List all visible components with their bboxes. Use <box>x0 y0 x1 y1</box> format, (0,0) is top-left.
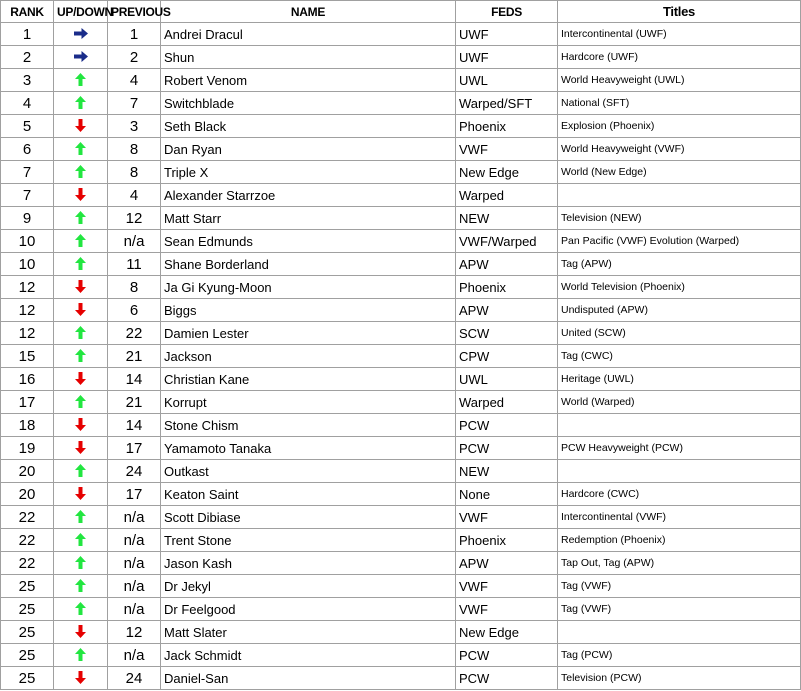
table-row <box>1 598 801 621</box>
feds-cell: None <box>456 483 558 506</box>
movement-cell <box>54 115 108 138</box>
name-cell: Shun <box>161 46 456 69</box>
feds-cell: UWF <box>456 46 558 69</box>
previous-cell: 21 <box>108 391 161 414</box>
titles-cell: Tag (VWF) <box>558 598 801 621</box>
movement-cell <box>54 621 108 644</box>
previous-cell: n/a <box>108 552 161 575</box>
titles-cell: World Television (Phoenix) <box>558 276 801 299</box>
titles-cell <box>558 460 801 483</box>
previous-cell: 7 <box>108 92 161 115</box>
rank-cell: 10 <box>1 230 54 253</box>
name-cell: Matt Slater <box>161 621 456 644</box>
previous-cell: 8 <box>108 276 161 299</box>
previous-cell: n/a <box>108 230 161 253</box>
table-row <box>1 69 801 92</box>
titles-cell: Hardcore (UWF) <box>558 46 801 69</box>
name-cell: Trent Stone <box>161 529 456 552</box>
table-row <box>1 368 801 391</box>
name-cell: Outkast <box>161 460 456 483</box>
titles-cell: Tag (APW) <box>558 253 801 276</box>
name-cell: Stone Chism <box>161 414 456 437</box>
movement-cell <box>54 483 108 506</box>
movement-cell <box>54 322 108 345</box>
feds-header: FEDS <box>456 1 558 23</box>
feds-cell: New Edge <box>456 161 558 184</box>
previous-cell: 4 <box>108 184 161 207</box>
movement-cell <box>54 46 108 69</box>
titles-cell: National (SFT) <box>558 92 801 115</box>
movement-cell <box>54 230 108 253</box>
movement-cell <box>54 414 108 437</box>
table-row <box>1 506 801 529</box>
table-row <box>1 644 801 667</box>
rank-cell: 22 <box>1 552 54 575</box>
movement-cell <box>54 437 108 460</box>
name-cell: Switchblade <box>161 92 456 115</box>
previous-cell: 4 <box>108 69 161 92</box>
arrow-up-icon <box>75 165 86 178</box>
table-row <box>1 391 801 414</box>
name-cell: Ja Gi Kyung-Moon <box>161 276 456 299</box>
previous-cell: 21 <box>108 345 161 368</box>
feds-cell: VWF <box>456 598 558 621</box>
titles-cell: Heritage (UWL) <box>558 368 801 391</box>
rank-cell: 20 <box>1 460 54 483</box>
name-cell: Alexander Starrzoe <box>161 184 456 207</box>
arrow-up-icon <box>75 464 86 477</box>
feds-cell: Phoenix <box>456 276 558 299</box>
table-row <box>1 207 801 230</box>
name-cell: Andrei Dracul <box>161 23 456 46</box>
table-row <box>1 437 801 460</box>
arrow-up-icon <box>75 257 86 270</box>
name-cell: Jack Schmidt <box>161 644 456 667</box>
movement-cell <box>54 667 108 690</box>
titles-cell: World Heavyweight (VWF) <box>558 138 801 161</box>
table-row <box>1 23 801 46</box>
rank-cell: 12 <box>1 276 54 299</box>
table-row <box>1 92 801 115</box>
rank-cell: 19 <box>1 437 54 460</box>
titles-cell: PCW Heavyweight (PCW) <box>558 437 801 460</box>
previous-cell: 11 <box>108 253 161 276</box>
rank-cell: 22 <box>1 506 54 529</box>
titles-cell: Hardcore (CWC) <box>558 483 801 506</box>
arrow-up-icon <box>75 533 86 546</box>
rank-cell: 25 <box>1 621 54 644</box>
table-row <box>1 46 801 69</box>
feds-cell: APW <box>456 552 558 575</box>
feds-cell: UWF <box>456 23 558 46</box>
feds-cell: Phoenix <box>456 115 558 138</box>
feds-cell: NEW <box>456 207 558 230</box>
previous-cell: n/a <box>108 598 161 621</box>
previous-cell: n/a <box>108 575 161 598</box>
arrow-up-icon <box>75 211 86 224</box>
rank-cell: 5 <box>1 115 54 138</box>
movement-cell <box>54 368 108 391</box>
name-cell: Triple X <box>161 161 456 184</box>
arrow-down-icon <box>75 280 86 293</box>
previous-cell: 2 <box>108 46 161 69</box>
arrow-up-icon <box>75 142 86 155</box>
arrow-up-icon <box>75 349 86 362</box>
arrow-up-icon <box>75 510 86 523</box>
feds-cell: Phoenix <box>456 529 558 552</box>
name-cell: Jason Kash <box>161 552 456 575</box>
previous-cell: 22 <box>108 322 161 345</box>
table-row <box>1 483 801 506</box>
rank-cell: 17 <box>1 391 54 414</box>
titles-cell: Tag (PCW) <box>558 644 801 667</box>
arrow-down-icon <box>75 188 86 201</box>
titles-cell: Pan Pacific (VWF) Evolution (Warped) <box>558 230 801 253</box>
previous-cell: 24 <box>108 667 161 690</box>
table-body <box>1 23 801 690</box>
movement-cell <box>54 391 108 414</box>
previous-cell: 8 <box>108 161 161 184</box>
rank-cell: 2 <box>1 46 54 69</box>
rank-cell: 12 <box>1 322 54 345</box>
table-row <box>1 621 801 644</box>
arrow-right-icon <box>74 51 88 62</box>
movement-cell <box>54 598 108 621</box>
previous-cell: 12 <box>108 621 161 644</box>
previous-cell: 17 <box>108 437 161 460</box>
feds-cell: CPW <box>456 345 558 368</box>
movement-cell <box>54 23 108 46</box>
previous-cell: 17 <box>108 483 161 506</box>
arrow-up-icon <box>75 556 86 569</box>
titles-cell: Redemption (Phoenix) <box>558 529 801 552</box>
titles-cell: Tag (CWC) <box>558 345 801 368</box>
feds-cell: New Edge <box>456 621 558 644</box>
name-cell: Christian Kane <box>161 368 456 391</box>
previous-cell: 3 <box>108 115 161 138</box>
movement-cell <box>54 276 108 299</box>
previous-cell: 6 <box>108 299 161 322</box>
feds-cell: PCW <box>456 414 558 437</box>
arrow-up-icon <box>75 579 86 592</box>
movement-cell <box>54 506 108 529</box>
previous-cell: n/a <box>108 529 161 552</box>
feds-cell: APW <box>456 299 558 322</box>
rank-cell: 25 <box>1 575 54 598</box>
updown-header: UP/DOWN <box>54 1 108 23</box>
previous-cell: 14 <box>108 414 161 437</box>
movement-cell <box>54 299 108 322</box>
name-cell: Matt Starr <box>161 207 456 230</box>
titles-cell: Tag (VWF) <box>558 575 801 598</box>
previous-cell: n/a <box>108 506 161 529</box>
arrow-down-icon <box>75 418 86 431</box>
rank-cell: 4 <box>1 92 54 115</box>
rank-cell: 12 <box>1 299 54 322</box>
name-cell: Scott Dibiase <box>161 506 456 529</box>
movement-cell <box>54 644 108 667</box>
arrow-up-icon <box>75 602 86 615</box>
arrow-down-icon <box>75 303 86 316</box>
name-cell: Dr Jekyl <box>161 575 456 598</box>
previous-header: PREVIOUS <box>108 1 161 23</box>
feds-cell: VWF <box>456 575 558 598</box>
titles-cell: Intercontinental (VWF) <box>558 506 801 529</box>
titles-cell: Television (PCW) <box>558 667 801 690</box>
movement-cell <box>54 253 108 276</box>
arrow-up-icon <box>75 326 86 339</box>
table-row <box>1 460 801 483</box>
titles-cell <box>558 184 801 207</box>
arrow-down-icon <box>75 671 86 684</box>
feds-cell: Warped <box>456 184 558 207</box>
rank-cell: 7 <box>1 184 54 207</box>
feds-cell: VWF/Warped <box>456 230 558 253</box>
feds-cell: PCW <box>456 644 558 667</box>
titles-cell <box>558 414 801 437</box>
titles-cell: Intercontinental (UWF) <box>558 23 801 46</box>
movement-cell <box>54 184 108 207</box>
name-cell: Robert Venom <box>161 69 456 92</box>
rank-cell: 16 <box>1 368 54 391</box>
previous-cell: 24 <box>108 460 161 483</box>
titles-header: Titles <box>558 1 801 23</box>
rank-cell: 1 <box>1 23 54 46</box>
name-cell: Jackson <box>161 345 456 368</box>
movement-cell <box>54 207 108 230</box>
table-row <box>1 276 801 299</box>
arrow-down-icon <box>75 119 86 132</box>
previous-cell: n/a <box>108 644 161 667</box>
feds-cell: UWL <box>456 69 558 92</box>
rank-cell: 22 <box>1 529 54 552</box>
table-row <box>1 529 801 552</box>
feds-cell: PCW <box>456 437 558 460</box>
name-cell: Korrupt <box>161 391 456 414</box>
table-row <box>1 230 801 253</box>
rank-cell: 20 <box>1 483 54 506</box>
movement-cell <box>54 345 108 368</box>
arrow-up-icon <box>75 234 86 247</box>
feds-cell: SCW <box>456 322 558 345</box>
rank-cell: 18 <box>1 414 54 437</box>
titles-cell: Undisputed (APW) <box>558 299 801 322</box>
rank-cell: 25 <box>1 644 54 667</box>
arrow-up-icon <box>75 395 86 408</box>
table-row <box>1 253 801 276</box>
arrow-down-icon <box>75 487 86 500</box>
feds-cell: VWF <box>456 506 558 529</box>
movement-cell <box>54 575 108 598</box>
movement-cell <box>54 92 108 115</box>
name-cell: Sean Edmunds <box>161 230 456 253</box>
table-row <box>1 115 801 138</box>
table-row <box>1 299 801 322</box>
name-header: NAME <box>161 1 456 23</box>
previous-cell: 1 <box>108 23 161 46</box>
previous-cell: 14 <box>108 368 161 391</box>
arrow-right-icon <box>74 28 88 39</box>
arrow-down-icon <box>75 372 86 385</box>
rank-cell: 6 <box>1 138 54 161</box>
name-cell: Dr Feelgood <box>161 598 456 621</box>
name-cell: Keaton Saint <box>161 483 456 506</box>
arrow-up-icon <box>75 648 86 661</box>
movement-cell <box>54 460 108 483</box>
arrow-down-icon <box>75 441 86 454</box>
titles-cell: World (New Edge) <box>558 161 801 184</box>
rank-cell: 15 <box>1 345 54 368</box>
titles-cell: World (Warped) <box>558 391 801 414</box>
arrow-up-icon <box>75 96 86 109</box>
table-row <box>1 322 801 345</box>
feds-cell: PCW <box>456 667 558 690</box>
rank-cell: 10 <box>1 253 54 276</box>
table-header <box>1 1 801 23</box>
movement-cell <box>54 552 108 575</box>
header-row <box>1 1 801 23</box>
rank-cell: 25 <box>1 667 54 690</box>
movement-cell <box>54 529 108 552</box>
table-row <box>1 184 801 207</box>
name-cell: Daniel-San <box>161 667 456 690</box>
titles-cell: Television (NEW) <box>558 207 801 230</box>
name-cell: Biggs <box>161 299 456 322</box>
titles-cell: United (SCW) <box>558 322 801 345</box>
rank-cell: 7 <box>1 161 54 184</box>
titles-cell: World Heavyweight (UWL) <box>558 69 801 92</box>
name-cell: Seth Black <box>161 115 456 138</box>
feds-cell: UWL <box>456 368 558 391</box>
table-row <box>1 161 801 184</box>
table-row <box>1 414 801 437</box>
name-cell: Damien Lester <box>161 322 456 345</box>
rank-cell: 9 <box>1 207 54 230</box>
name-cell: Yamamoto Tanaka <box>161 437 456 460</box>
movement-cell <box>54 161 108 184</box>
titles-cell: Explosion (Phoenix) <box>558 115 801 138</box>
feds-cell: Warped <box>456 391 558 414</box>
previous-cell: 8 <box>108 138 161 161</box>
previous-cell: 12 <box>108 207 161 230</box>
titles-cell: Tap Out, Tag (APW) <box>558 552 801 575</box>
name-cell: Shane Borderland <box>161 253 456 276</box>
table-row <box>1 552 801 575</box>
movement-cell <box>54 69 108 92</box>
arrow-up-icon <box>75 73 86 86</box>
rank-header: RANK <box>1 1 54 23</box>
table-row <box>1 575 801 598</box>
table-row <box>1 345 801 368</box>
rank-cell: 3 <box>1 69 54 92</box>
feds-cell: NEW <box>456 460 558 483</box>
titles-cell <box>558 621 801 644</box>
feds-cell: VWF <box>456 138 558 161</box>
rank-cell: 25 <box>1 598 54 621</box>
arrow-down-icon <box>75 625 86 638</box>
table-row <box>1 138 801 161</box>
table-row <box>1 667 801 690</box>
name-cell: Dan Ryan <box>161 138 456 161</box>
feds-cell: APW <box>456 253 558 276</box>
movement-cell <box>54 138 108 161</box>
feds-cell: Warped/SFT <box>456 92 558 115</box>
